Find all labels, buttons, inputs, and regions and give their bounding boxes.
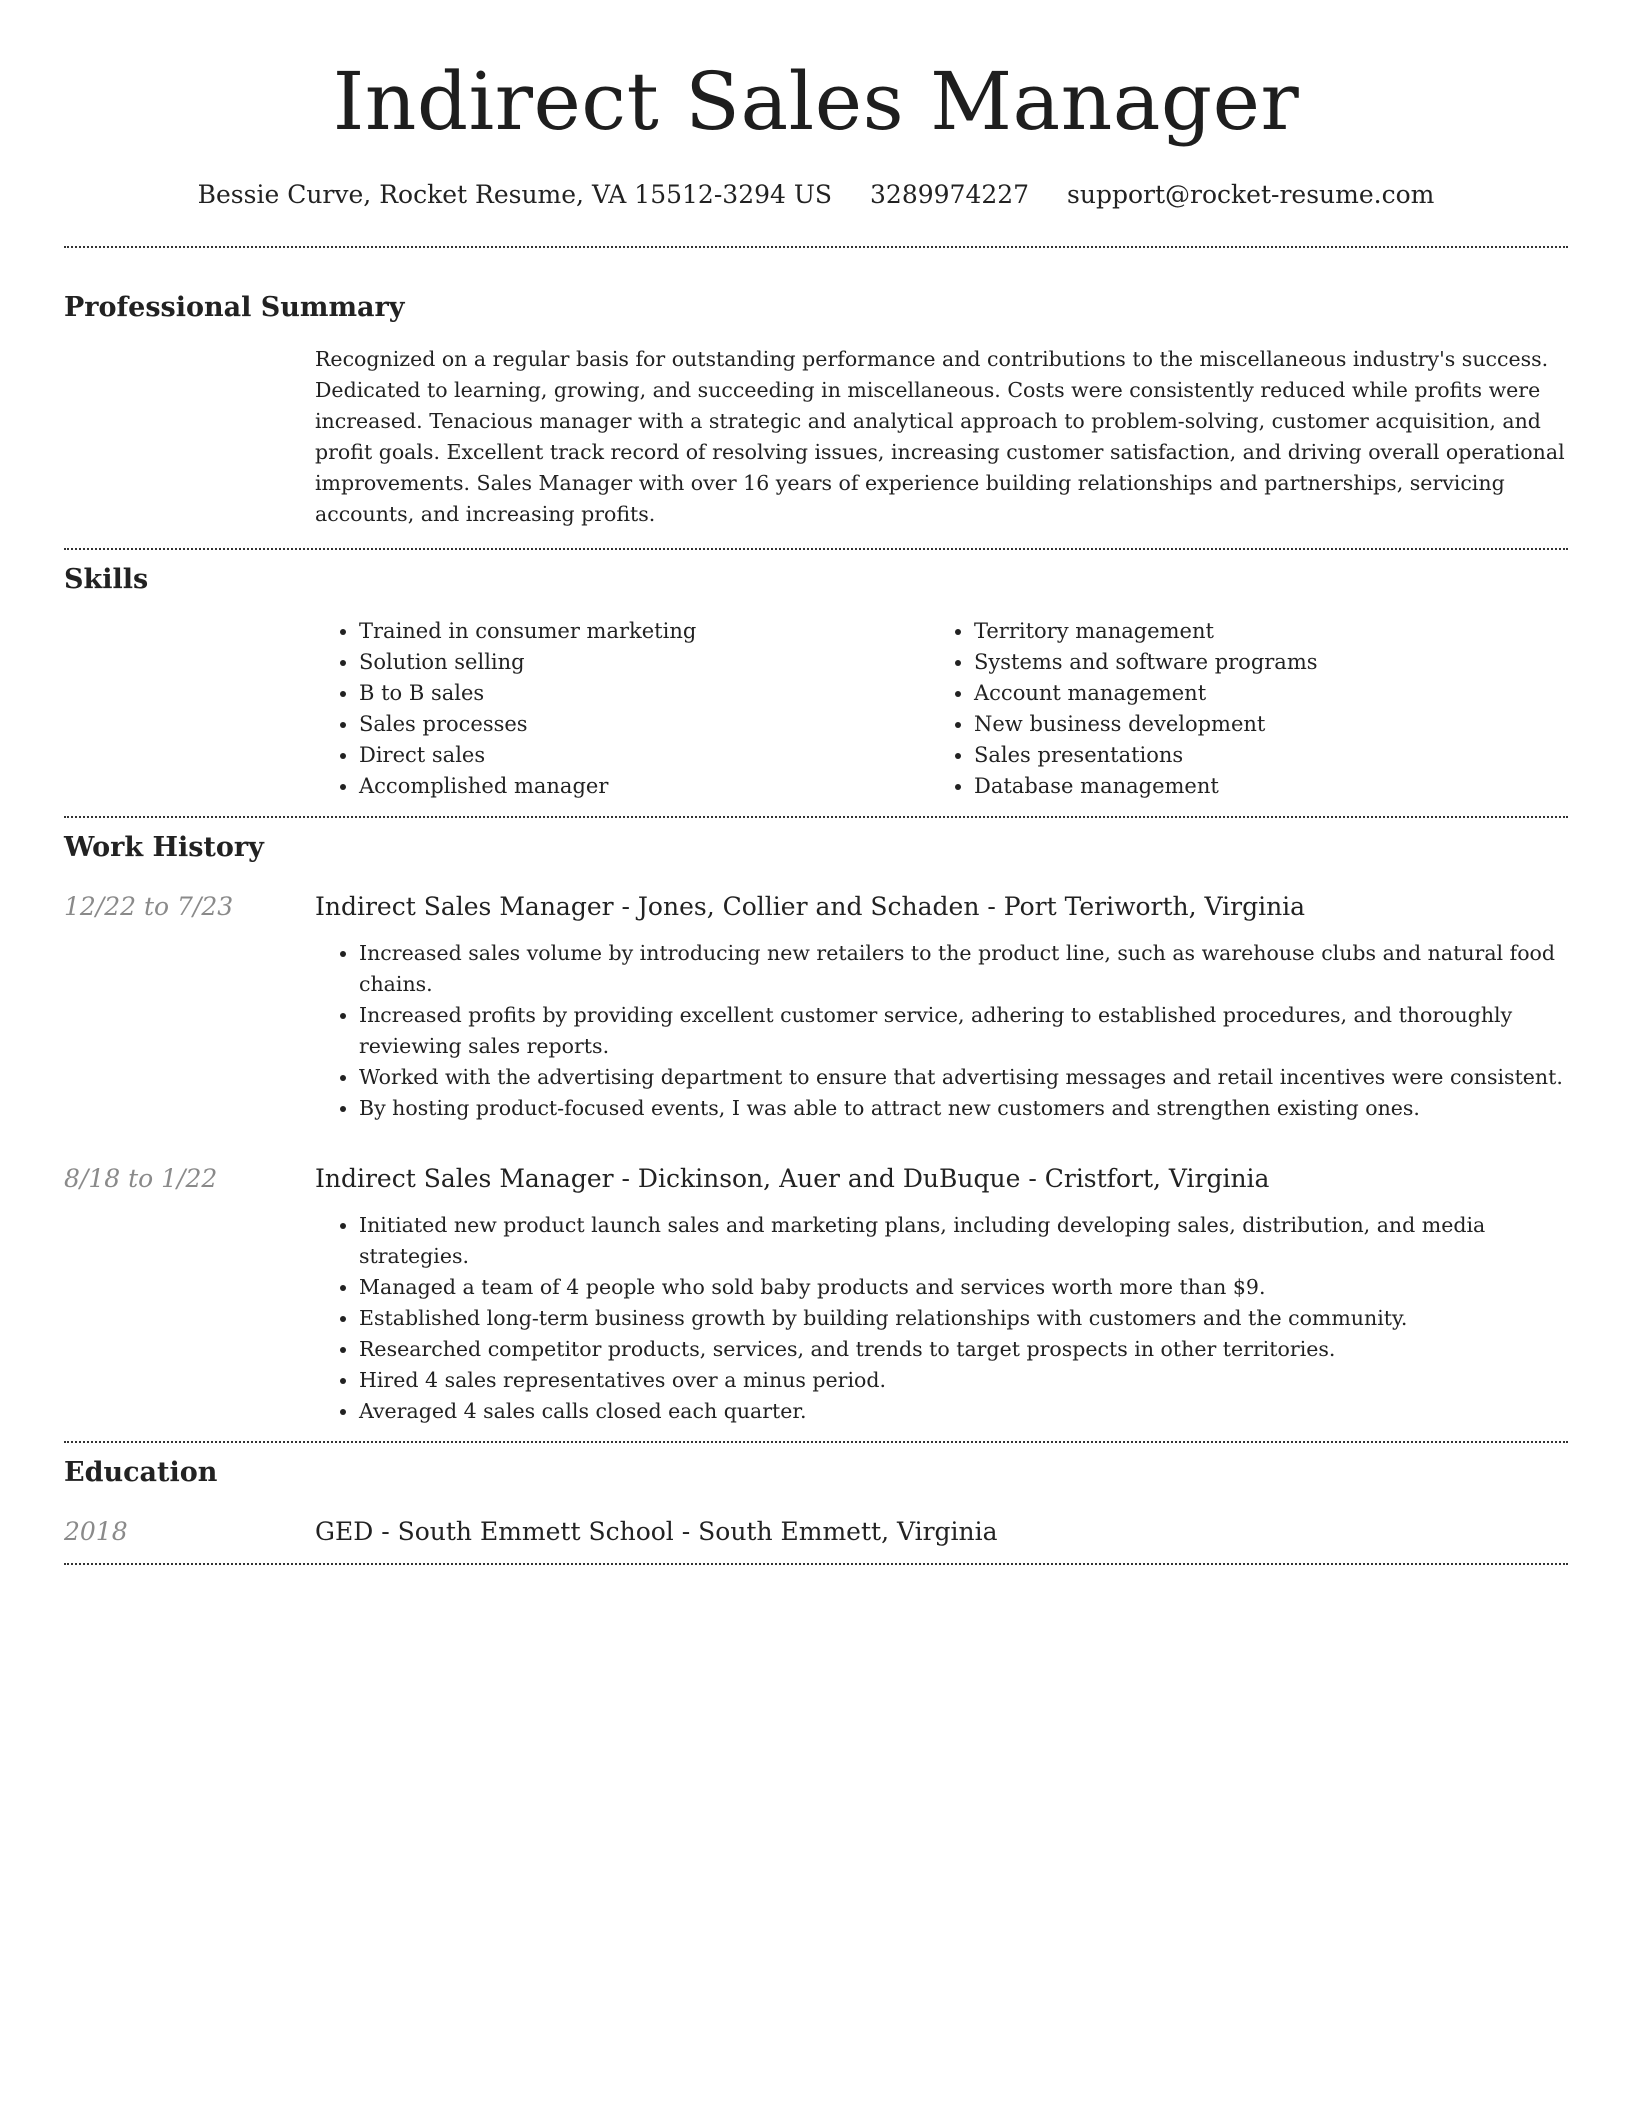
skill-item: • Trained in consumer marketing — [359, 616, 930, 647]
job-entry — [64, 890, 1568, 1124]
divider — [64, 1441, 1568, 1443]
skill-item: • B to B sales — [359, 678, 930, 709]
job-dates: 8/18 to 1/22 — [64, 1164, 218, 1193]
contact-phone: 3289974227 — [870, 180, 1030, 209]
skill-item: • Database management — [974, 771, 1545, 802]
job-dates: 12/22 to 7/23 — [64, 892, 234, 921]
divider — [64, 246, 1568, 248]
contact-email[interactable]: support@rocket-resume.com — [1067, 180, 1435, 209]
divider — [64, 1563, 1568, 1565]
job-bullet: • Increased sales volume by introducing new retailers to the product line, such as warehouse clubs and natural food chains. — [359, 938, 1568, 1000]
summary-text: Recognized on a regular basis for outstanding performance and contributions to the miscellaneous industry's success. Dedicated to learning, growing, and succeeding in miscellaneous. Costs were consistently reduced while profits were increased. Tenacious manager with a strategic and analytical approach to problem-solving, customer acquisition, and profit goals. Excellent track record of resolving issues, increasing customer satisfaction, and driving overall operational improvements. Sales Manager with over 16 years of experience building relationships and partnerships, servicing accounts, and increasing profits. — [315, 347, 1565, 526]
section-title-work-history: Work History — [64, 832, 264, 863]
job-bullets — [315, 938, 1568, 1124]
job-bullet: • Averaged 4 sales calls closed each quarter. — [359, 1396, 1568, 1427]
contact-line — [64, 178, 1568, 212]
education-year: 2018 — [64, 1517, 128, 1546]
job-bullet: • Established long-term business growth by building relationships with customers and the community. — [359, 1303, 1568, 1334]
job-bullet: • Researched competitor products, services, and trends to target prospects in other territories. — [359, 1334, 1568, 1365]
skill-item: • Solution selling — [359, 647, 930, 678]
skills-list — [315, 616, 1568, 802]
section-title-summary: Professional Summary — [64, 292, 405, 323]
skill-item: • New business development — [974, 709, 1545, 740]
skill-item: • Systems and software programs — [974, 647, 1545, 678]
job-heading: Indirect Sales Manager - Jones, Collier and Schaden - Port Teriworth, Virginia — [315, 892, 1306, 921]
section-title-education: Education — [64, 1457, 218, 1488]
divider — [64, 816, 1568, 818]
job-header — [64, 1162, 1568, 1196]
job-entry — [64, 1162, 1568, 1427]
skill-item: • Sales processes — [359, 709, 930, 740]
job-bullets — [315, 1210, 1568, 1427]
education-heading: GED - South Emmett School - South Emmett, Virginia — [315, 1517, 998, 1546]
skill-item: • Direct sales — [359, 740, 930, 771]
job-bullet: • Managed a team of 4 people who sold baby products and services worth more than $9. — [359, 1272, 1568, 1303]
job-bullet: • Hired 4 sales representatives over a minus period. — [359, 1365, 1568, 1396]
skill-item: • Accomplished manager — [359, 771, 930, 802]
section-title-skills: Skills — [64, 564, 149, 595]
education-entry — [64, 1515, 1568, 1549]
resume-name-title: Indirect Sales Manager — [332, 55, 1300, 148]
skill-item: • Account management — [974, 678, 1545, 709]
skill-item: • Sales presentations — [974, 740, 1545, 771]
job-bullet: • Increased profits by providing excellent customer service, adhering to established procedures, and thoroughly reviewing sales reports. — [359, 1000, 1568, 1062]
divider — [64, 548, 1568, 550]
job-bullet: • Worked with the advertising department to ensure that advertising messages and retail incentives were consistent. — [359, 1062, 1568, 1093]
job-heading: Indirect Sales Manager - Dickinson, Auer and DuBuque - Cristfort, Virginia — [315, 1164, 1270, 1193]
skill-item: • Territory management — [974, 616, 1545, 647]
contact-address: Bessie Curve, Rocket Resume, VA 15512-3294 US — [197, 180, 833, 209]
job-header — [64, 890, 1568, 924]
skills-column-left — [315, 616, 930, 802]
job-bullet: • Initiated new product launch sales and marketing plans, including developing sales, distribution, and media strategies. — [359, 1210, 1568, 1272]
job-bullet: • By hosting product-focused events, I was able to attract new customers and strengthen existing ones. — [359, 1093, 1568, 1124]
skills-column-right — [930, 616, 1545, 802]
